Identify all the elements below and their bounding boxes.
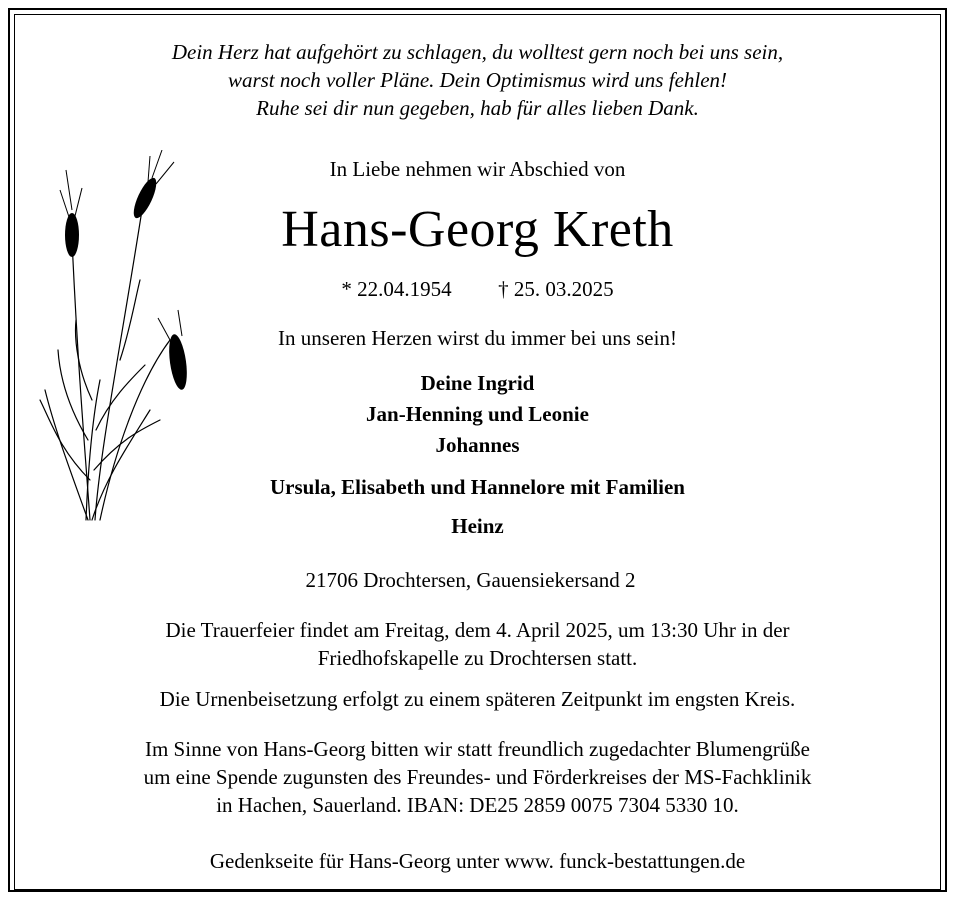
verse-line-2: warst noch voller Pläne. Dein Optimismus wird uns fehlen! [227,68,728,92]
family-member: Ursula, Elisabeth und Hannelore mit Familien [270,475,685,499]
family-member: Heinz [451,514,504,538]
birth-date: * 22.04.1954 [341,277,452,301]
donation-line-1: Im Sinne von Hans-Georg bitten wir statt freundlich zugedachter Blumengrüße [144,737,811,761]
verse-line-1: Dein Herz hat aufgehört zu schlagen, du wolltest gern noch bei uns sein, [171,40,784,64]
death-date: † 25. 03.2025 [498,277,614,301]
deceased-name: Hans-Georg Kreth [281,201,674,258]
family-member: Deine Ingrid [420,371,535,395]
family-member: Johannes [435,433,520,457]
wheat-ears-icon [30,150,210,530]
motto-line: In unseren Herzen wirst du immer bei uns sein! [278,326,677,350]
funeral-line-1: Die Trauerfeier findet am Freitag, dem 4. April 2025, um 13:30 Uhr in der [165,618,790,642]
family-member: Jan-Henning und Leonie [366,402,589,426]
donation-line-2: um eine Spende zugunsten des Freundes- und Förderkreises der MS-Fachklinik [143,765,812,789]
funeral-line-2: Friedhofskapelle zu Drochtersen statt. [317,646,638,670]
address-line: 21706 Drochtersen, Gauensiekersand 2 [305,568,636,592]
intro-line: In Liebe nehmen wir Abschied von [329,157,626,181]
verse-line-3: Ruhe sei dir nun gegeben, hab für alles lieben Dank. [256,96,699,120]
urn-line: Die Urnenbeisetzung erfolgt zu einem späteren Zeitpunkt im engsten Kreis. [159,687,796,711]
memorial-link-line: Gedenkseite für Hans-Georg unter www. funck-bestattungen.de [209,849,746,873]
donation-line-3: in Hachen, Sauerland. IBAN: DE25 2859 0075 7304 5330 10. [216,793,739,817]
